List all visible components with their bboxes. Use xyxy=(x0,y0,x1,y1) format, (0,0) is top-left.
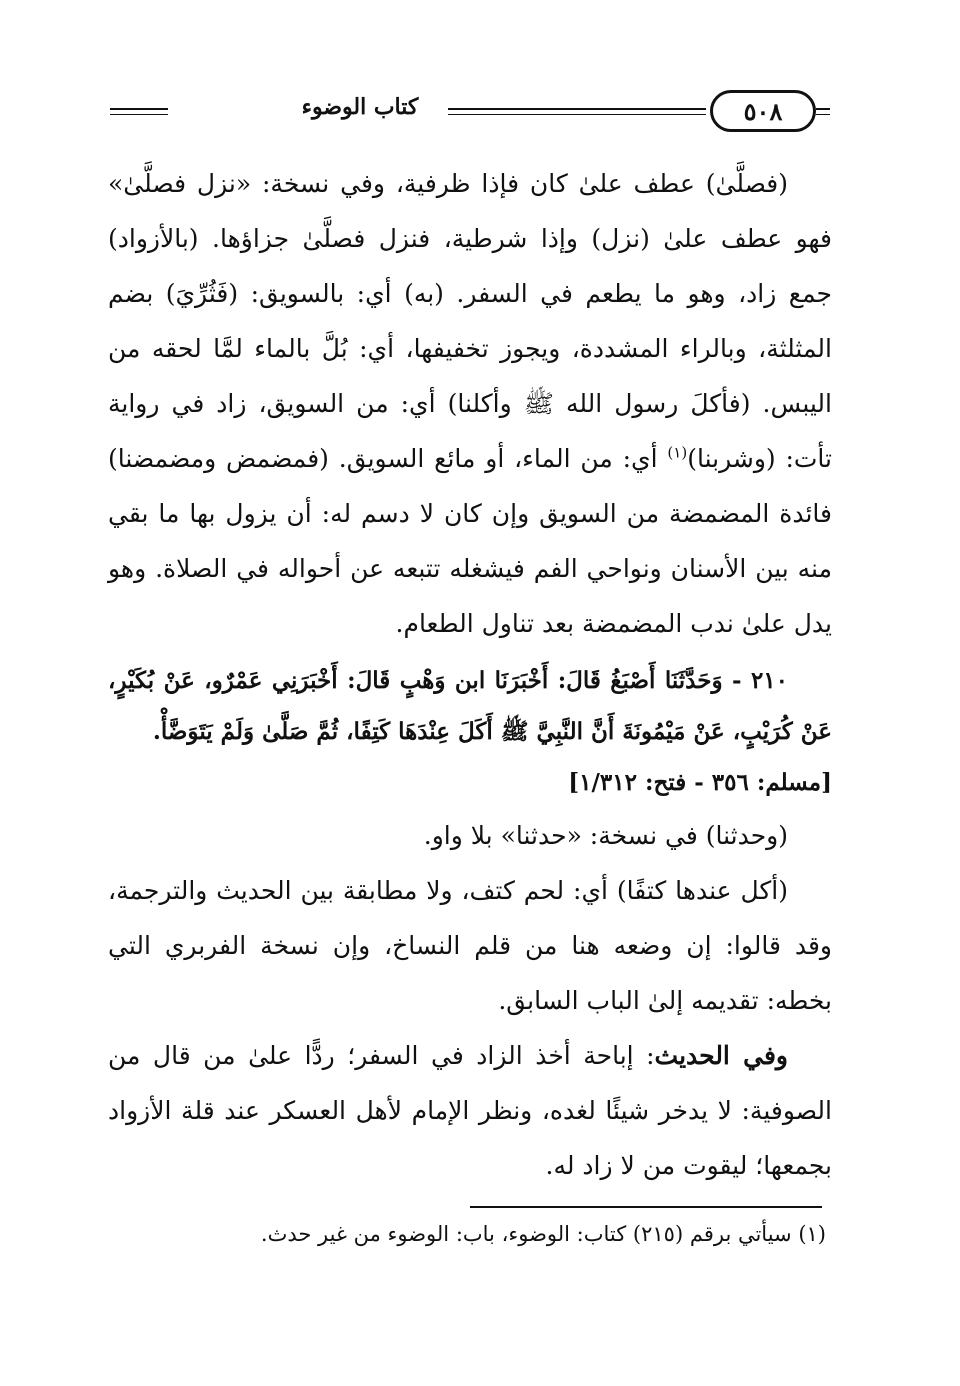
header-rule-middle-thin xyxy=(448,114,706,115)
header-rule-left-thin xyxy=(110,114,168,115)
page-number: ٥٠٨ xyxy=(710,90,816,132)
commentary-paragraph-4 xyxy=(108,1028,832,1193)
hadith-reference: [مسلم: ٣٥٦ - فتح: ١/٣١٢] xyxy=(568,769,832,796)
footnote: (١) سيأتي برقم (٢١٥) كتاب: الوضوء، باب: الوضوء من غير حدث. xyxy=(260,1222,826,1246)
running-title: كتاب الوضوء xyxy=(301,94,419,120)
header-rule-right xyxy=(816,108,830,110)
hadith-body: ٢١٠ - وَحَدَّثَنَا أَصْبَغُ قَالَ: أَخْبَرَنَا ابن وَهْبٍ قَالَ: أَخْبَرَنِي عَمْرٌو، عَنْ بُكَيْرٍ، عَنْ كُرَيْبٍ، عَنْ مَيْمُونَةَ أَنَّ النَّبِيَّ ﷺ أَكَلَ عِنْدَهَا كَتِفًا، ثُمَّ صَلَّىٰ وَلَمْ يَتَوَضَّأْ. xyxy=(108,667,832,745)
commentary-text-continued: أي: من الماء، أو مائع السويق. (فمضمض ومضمضنا) فائدة المضمضة من السويق وإن كان لا دسم له: أن يزول بها ما بقي منه بين الأسنان ونواحي الفم فيشغله تتبعه عن أحواله في الصلاة. وهو يدل علىٰ ندب المضمضة بعد تناول الطعام. xyxy=(108,444,832,638)
commentary-paragraph-1 xyxy=(108,156,832,651)
commentary-paragraph-3: (أكل عندها كتفًا) أي: لحم كتف، ولا مطابقة بين الحديث والترجمة، وقد قالوا: إن وضعه هنا من قلم النساخ، وإن نسخة الفربري التي بخطه: تقديمه إلىٰ الباب السابق. xyxy=(108,876,832,1015)
page-header xyxy=(110,82,826,138)
section-lead: وفي الحديث xyxy=(654,1041,788,1070)
header-rule-right-thin xyxy=(816,114,830,115)
hadith-text xyxy=(108,655,832,808)
commentary-text: (فصلَّىٰ) عطف علىٰ كان فإذا ظرفية، وفي نسخة: «نزل فصلَّىٰ» فهو عطف علىٰ (نزل) وإذا شرطية، فنزل فصلَّىٰ جزاؤها. (بالأزواد) جمع زاد، وهو ما يطعم في السفر. (به) أي: بالسويق: (فَثُرِّيَ) بضم المثلثة، وبالراء المشددة، ويجوز تخفيفها، أي: بُلَّ بالماء لمَّا لحقه من اليبس. (فأكلَ رسول الله ﷺ وأكلنا) أي: من السويق، زاد في رواية تأت: (وشربنا) xyxy=(108,169,833,473)
footnote-separator xyxy=(470,1206,822,1208)
header-rule-left xyxy=(110,108,168,110)
main-text xyxy=(108,156,832,1193)
footnote-reference: (١) xyxy=(667,443,688,462)
section-text: : إباحة أخذ الزاد في السفر؛ ردًّا علىٰ من قال من الصوفية: لا يدخر شيئًا لغده، ونظر الإمام لأهل العسكر عند قلة الأزواد بجمعها؛ ليقوت من لا زاد له. xyxy=(108,1041,832,1180)
header-rule-middle xyxy=(448,108,706,110)
commentary-paragraph-2: (وحدثنا) في نسخة: «حدثنا» بلا واو. xyxy=(423,821,788,850)
